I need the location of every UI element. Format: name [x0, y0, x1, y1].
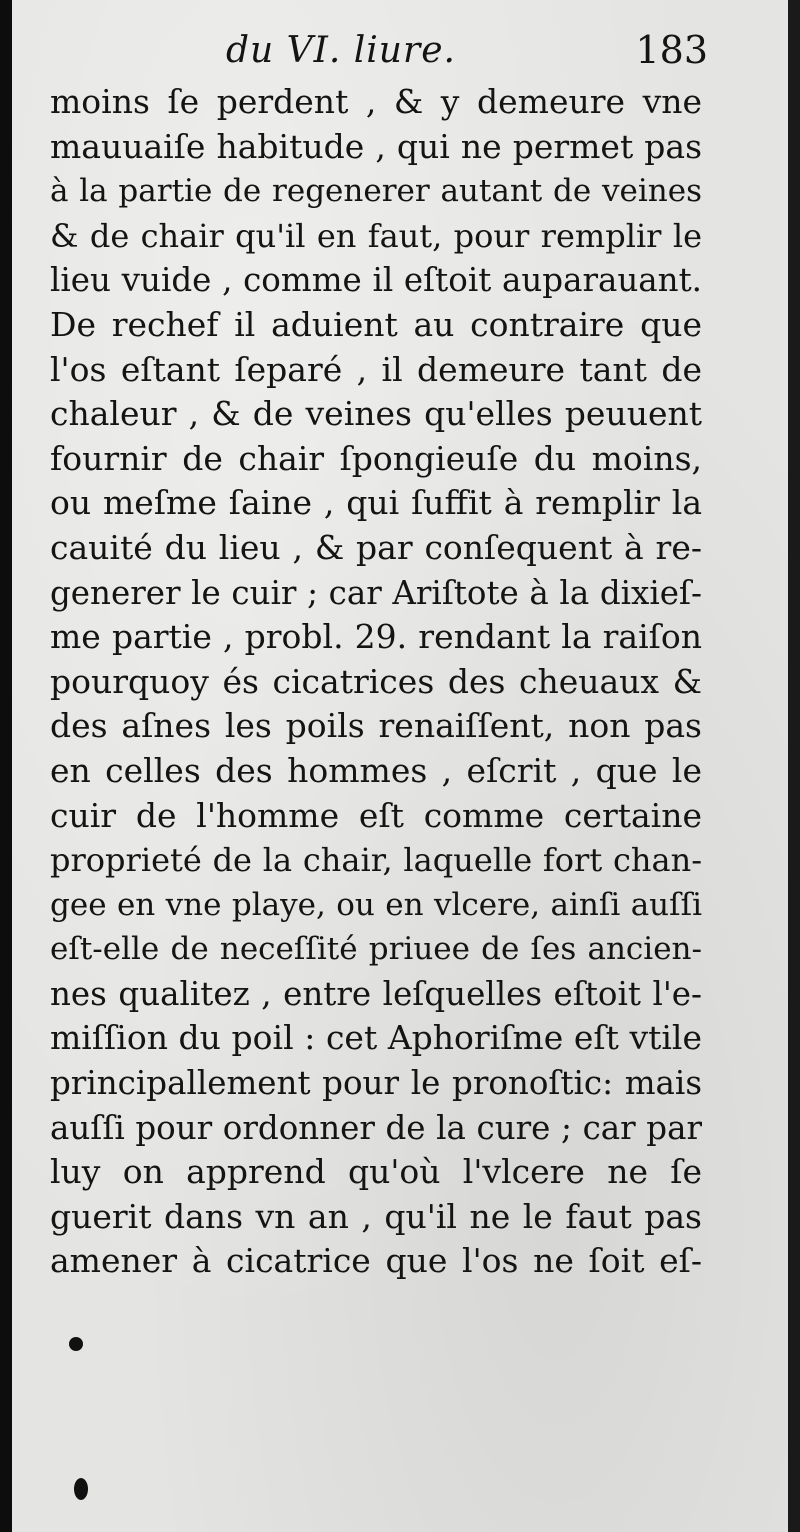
page-header — [12, 22, 790, 82]
text-line: ou meſme ſaine , qui ſuffit à remplir la — [50, 483, 702, 523]
text-line: des aſnes les poils renaiſſent, non pas — [50, 706, 702, 746]
text-line: à la partie de regenerer autant de veines — [50, 173, 702, 210]
text-line: gee en vne playe, ou en vlcere, ainſi auſſi — [50, 886, 702, 923]
ink-spot — [69, 1337, 83, 1351]
text-line: miſſion du poil : cet Aphoriſme eſt vtile — [50, 1018, 702, 1058]
scan-edge — [788, 0, 800, 1532]
text-line: lieu vuide , comme il eſtoit auparauant. — [50, 261, 702, 300]
text-line: cauité du lieu , & par conſequent à re- — [50, 527, 702, 567]
text-line: en celles des hommes , eſcrit , que le — [50, 750, 702, 790]
text-line: De rechef il aduient au contraire que — [50, 304, 702, 344]
text-line: proprieté de la chair, laquelle fort chan- — [50, 841, 702, 880]
body-text — [50, 80, 702, 1284]
text-line: l'os eſtant ſeparé , il demeure tant de — [50, 349, 702, 389]
text-line: nes qualitez , entre leſquelles eſtoit l'e- — [50, 974, 702, 1013]
text-line: fournir de chair ſpongieuſe du moins, — [50, 438, 702, 478]
text-line: guerit dans vn an , qu'il ne le faut pas — [50, 1196, 702, 1236]
text-line: me partie , probl. 29. rendant la raiſon — [50, 617, 702, 657]
text-line: auſſi pour ordonner de la cure ; car par — [50, 1108, 702, 1147]
text-line: eſt-elle de neceſſité priuee de ſes ancien- — [50, 931, 702, 968]
text-line: cuir de l'homme eſt comme certaine — [50, 795, 702, 835]
text-line: generer le cuir ; car Ariſtote à la dixieſ- — [50, 573, 702, 612]
running-title: du VI. liure. — [226, 30, 456, 71]
ink-spot — [74, 1478, 88, 1500]
text-line: mauuaiſe habitude , qui ne permet pas — [50, 126, 702, 166]
text-line: amener à cicatrice que l'os ne ſoit eſ- — [50, 1241, 702, 1281]
text-line: pourquoy és cicatrices des cheuaux & — [50, 661, 702, 701]
text-line: & de chair qu'il en faut, pour remplir le — [50, 216, 702, 255]
text-line: moins ſe perdent , & y demeure vne — [50, 82, 702, 121]
book-page — [12, 0, 790, 1532]
text-line: luy on apprend qu'où l'vlcere ne ſe — [50, 1152, 702, 1192]
text-line: principallement pour le pronoſtic: mais — [50, 1064, 702, 1103]
text-line: chaleur , & de veines qu'elles peuuent — [50, 394, 702, 434]
page-number: 183 — [635, 28, 708, 72]
